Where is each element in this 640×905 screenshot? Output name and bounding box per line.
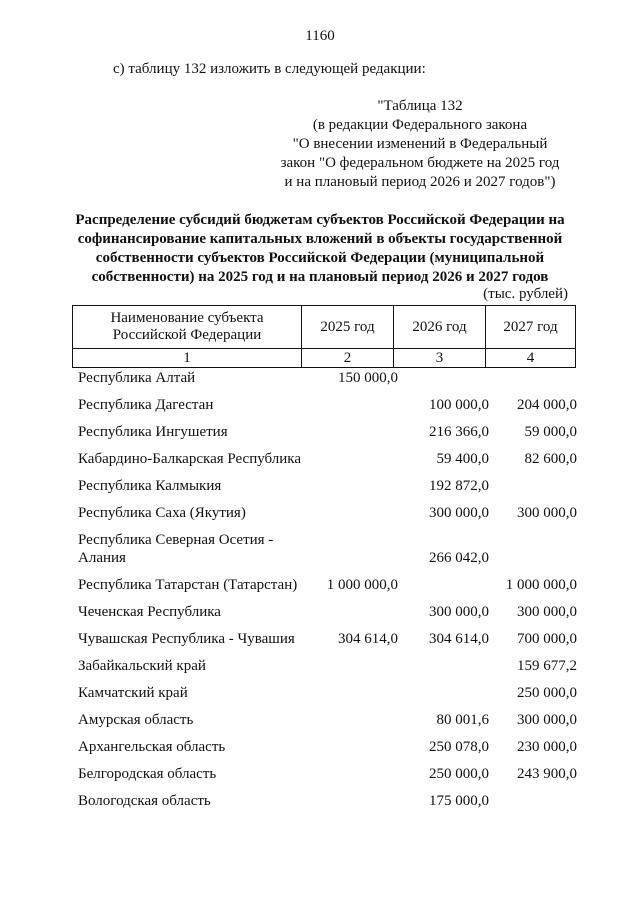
value-2026: 300 000,0 [429,505,489,521]
value-2025 [307,599,398,626]
table-row [72,392,577,419]
note-line: (в редакции Федерального закона [312,117,528,133]
table-row [72,680,577,707]
subject-name: Республика Ингушетия [78,424,228,440]
subsidy-table [72,365,577,815]
table-row [72,473,577,500]
value-2026: 250 000,0 [429,766,489,782]
header-row [73,306,576,349]
title-line: Распределение субсидий бюджетам субъектов Российской Федерации на [75,212,565,228]
column-number: 2 [302,349,394,368]
value-2026 [398,572,489,599]
subject-name: Республика Саха (Якутия) [78,505,246,521]
value-2026: 59 400,0 [436,451,489,467]
subject-name: Вологодская область [78,793,211,809]
column-number: 4 [486,349,576,368]
value-2025 [307,473,398,500]
table-row [72,599,577,626]
subject-name: Республика Алтай [78,370,196,386]
note-line: "Таблица 132 [377,98,463,114]
value-2027: 243 900,0 [517,766,577,782]
value-2026 [398,365,489,392]
value-2025 [307,446,398,473]
value-2025 [307,392,398,419]
value-2026 [398,653,489,680]
value-2025 [307,500,398,527]
subject-name: Республика Северная Осетия - Алания [78,532,274,566]
value-2026 [398,680,489,707]
value-2027 [489,473,577,500]
subject-name: Камчатский край [78,685,188,701]
value-2027: 159 677,2 [517,658,577,674]
title-line: собственности субъектов Российской Федерации (муниципальной [95,250,545,266]
table-header [72,305,576,368]
value-2027: 300 000,0 [517,604,577,620]
value-2025 [307,419,398,446]
column-number: 1 [73,349,302,368]
value-2026: 175 000,0 [429,793,489,809]
table-row [72,788,577,815]
table-row [72,527,577,572]
table-note [250,97,590,192]
value-2025 [307,653,398,680]
value-2026: 192 872,0 [429,478,489,494]
note-line: закон "О федеральном бюджете на 2025 год [280,155,560,171]
table-row [72,500,577,527]
value-2025 [307,734,398,761]
value-2025 [307,707,398,734]
value-2025: 1 000 000,0 [326,577,398,593]
value-2026: 80 001,6 [436,712,489,728]
subject-name: Белгородская область [78,766,217,782]
subject-name: Чеченская Республика [78,604,221,620]
table-row [72,626,577,653]
value-2027: 82 600,0 [524,451,577,467]
value-2027: 59 000,0 [524,424,577,440]
subject-name: Республика Татарстан (Татарстан) [78,577,298,593]
note-line: и на плановый период 2026 и 2027 годов") [284,174,556,190]
header-subject: Наименование субъекта Российской Федерации [73,306,302,349]
table-row [72,761,577,788]
subject-name: Республика Калмыкия [78,478,222,494]
value-2027 [489,365,577,392]
page-number: 1160 [305,28,335,44]
table-row [72,419,577,446]
value-2027: 700 000,0 [517,631,577,647]
value-2027: 204 000,0 [517,397,577,413]
note-line: "О внесении изменений в Федеральный [292,136,548,152]
table-row [72,653,577,680]
value-2026: 100 000,0 [429,397,489,413]
table-row [72,734,577,761]
value-2025: 150 000,0 [338,370,398,386]
header-2025: 2025 год [302,306,394,349]
value-2027: 250 000,0 [517,685,577,701]
value-2025: 304 614,0 [338,631,398,647]
value-2025 [307,788,398,815]
value-2027: 300 000,0 [517,505,577,521]
value-2026: 300 000,0 [429,604,489,620]
subject-name: Амурская область [78,712,194,728]
header-2026: 2026 год [394,306,486,349]
value-2025 [307,761,398,788]
table-row [72,707,577,734]
subject-name: Чувашская Республика - Чувашия [78,631,295,647]
value-2026: 266 042,0 [429,550,489,566]
subject-name: Архангельская область [78,739,226,755]
value-2027 [489,527,577,572]
table-row [72,446,577,473]
title-line: собственности) на 2025 год и на плановый период 2026 и 2027 годов [91,269,549,285]
value-2025 [307,527,398,572]
value-2026: 216 366,0 [429,424,489,440]
table-row [72,365,577,392]
header-2027: 2027 год [486,306,576,349]
intro-text: с) таблицу 132 изложить в следующей редакции: [113,61,426,77]
value-2027: 1 000 000,0 [505,577,577,593]
value-2026: 304 614,0 [429,631,489,647]
value-2025 [307,680,398,707]
subject-name: Забайкальский край [78,658,206,674]
value-2027 [489,788,577,815]
subject-name: Республика Дагестан [78,397,214,413]
subject-name: Кабардино-Балкарская Республика [78,451,302,467]
title-line: софинансирование капитальных вложений в объекты государственной [77,231,563,247]
value-2026: 250 078,0 [429,739,489,755]
column-number: 3 [394,349,486,368]
value-2027: 230 000,0 [517,739,577,755]
table-row [72,572,577,599]
table-title [60,211,580,287]
units-label: (тыс. рублей) [483,286,568,302]
value-2027: 300 000,0 [517,712,577,728]
